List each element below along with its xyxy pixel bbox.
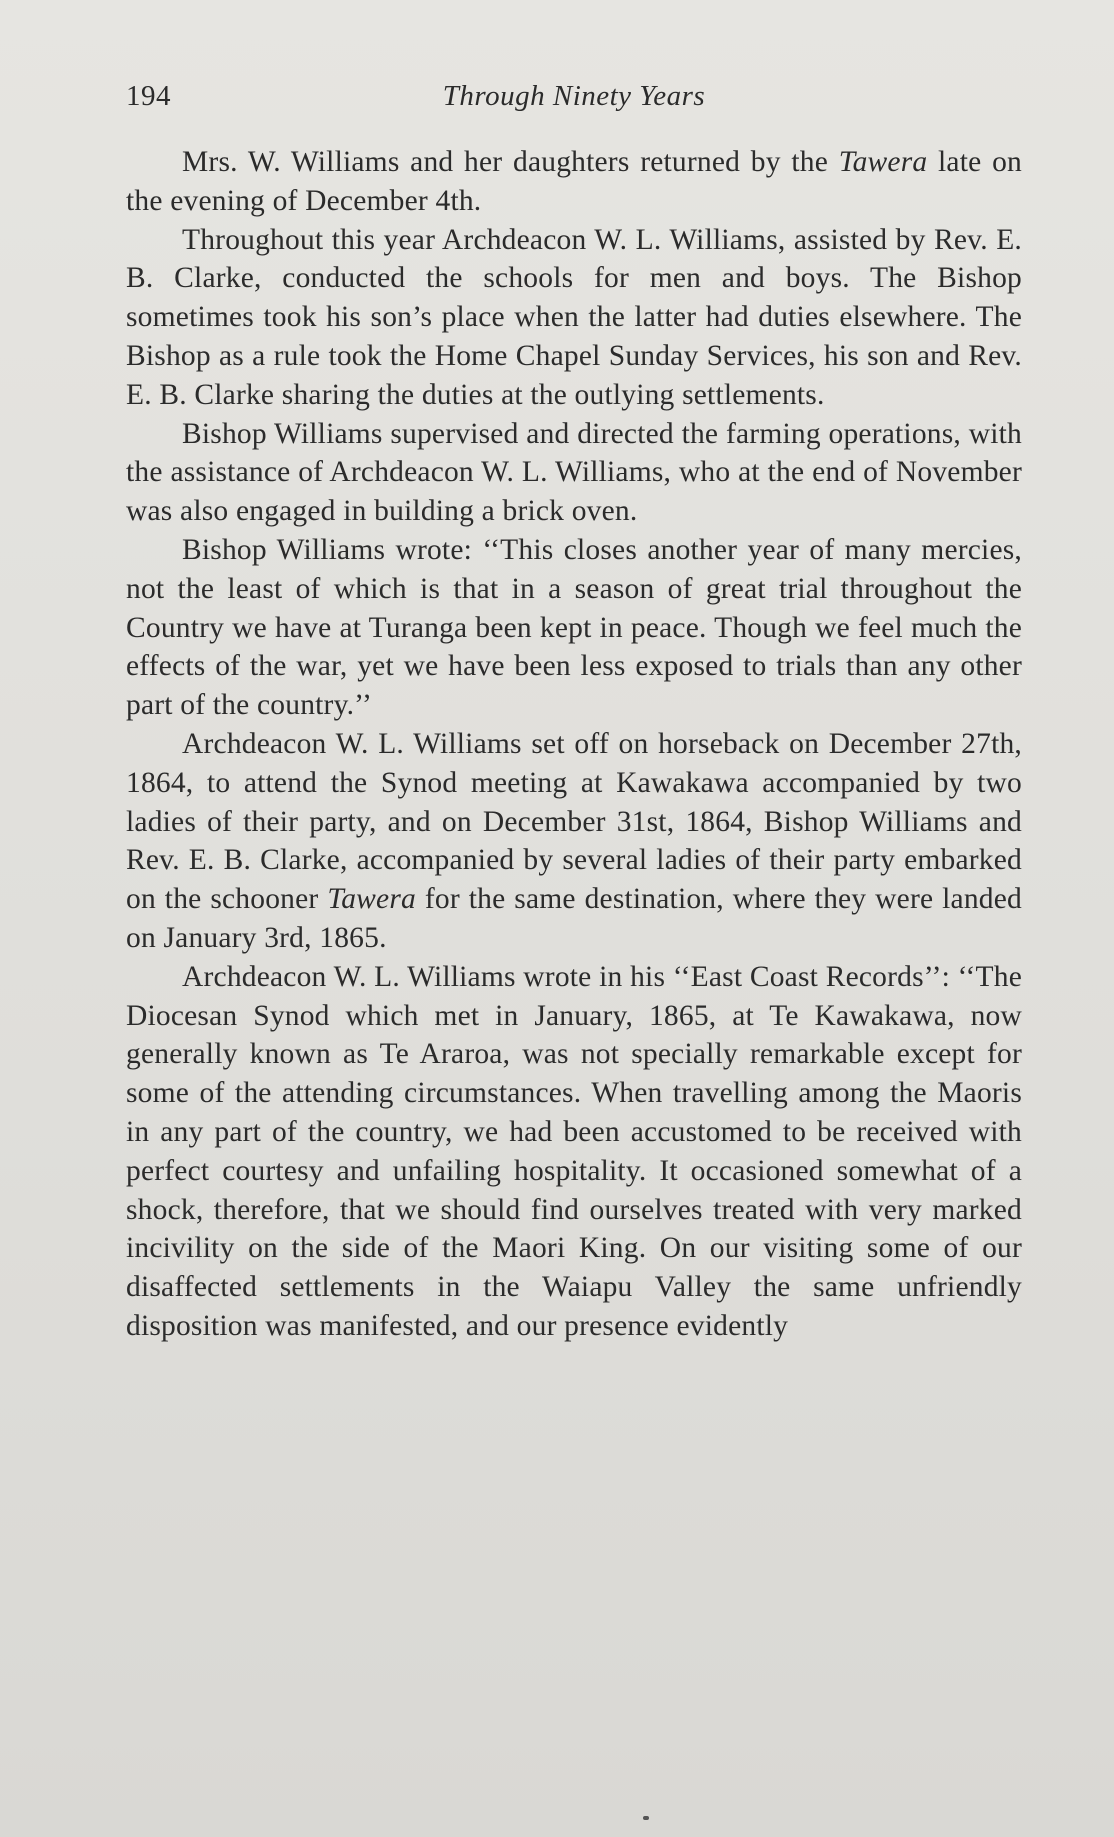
- page-speck: [643, 1816, 649, 1820]
- paragraph-synod-journey: [126, 725, 1022, 958]
- page-number: 194: [126, 80, 171, 112]
- ship-name: Tawera: [838, 146, 928, 178]
- body-text: [126, 143, 1022, 1346]
- paragraph-text: late on the evening of December 4th.: [126, 146, 1022, 217]
- paragraph-schools: Throughout this year Archdeacon W. L. Williams, assisted by Rev. E. B. Clarke, conducted the schools for men and boys. The Bishop sometimes took his son’s place when the latter had duties elsewhere. The Bishop as a rule took the Home Chapel Sunday Services, his son and Rev. E. B. Clarke sharing the duties at the outlying settlements.: [126, 223, 1022, 411]
- paragraph-bishop-quote: Bishop Williams wrote: ‘‘This closes another year of many mercies, not the least of which is that in a season of great trial throughout the Country we have at Turanga been kept in peace. Though we feel much the effects of the war, yet we have been less exposed to trials than any other part of the country.’’: [126, 533, 1022, 722]
- paragraph-return-tawera: [126, 143, 1022, 221]
- page-header: [126, 80, 1022, 124]
- paragraph-east-coast-records: Archdeacon W. L. Williams wrote in his ‘‘East Coast Records’’: ‘‘The Diocesan Synod which met in January, 1865, at Te Kawakawa, now generally known as Te Araroa, was not specially remarkable except for some of the attending circumstances. When travelling among the Maoris in any part of the country, we had been accustomed to be received with perfect courtesy and unfailing hospitality. It occasioned somewhat of a shock, therefore, that we should find ourselves treated with very marked incivility on the side of the Maori King. On our visiting some of our disaffected settlements in the Waiapu Valley the same unfriendly disposition was manifested, and our presence evidently: [126, 960, 1022, 1342]
- paragraph-text: for the same destination, where they were landed on January 3rd, 1865.: [126, 883, 1022, 954]
- ship-name: Tawera: [327, 883, 416, 916]
- running-title: Through Ninety Years: [442, 80, 706, 112]
- paragraph-text: Mrs. W. Williams and her daughters returned by the: [182, 146, 839, 178]
- paragraph-text: Archdeacon W. L. Williams set off on horseback on December 27th, 1864, to attend the Synod meeting at Kawakawa accompanied by two ladies of their party, and on December 31st, 1864, Bishop Williams and Rev. E. B. Clarke, accompanied by several ladies of their party embarked on the schooner: [126, 727, 1022, 916]
- paragraph-farming: Bishop Williams supervised and directed the farming operations, with the assistance of Archdeacon W. L. Williams, who at the end of November was also engaged in building a brick oven.: [126, 417, 1022, 528]
